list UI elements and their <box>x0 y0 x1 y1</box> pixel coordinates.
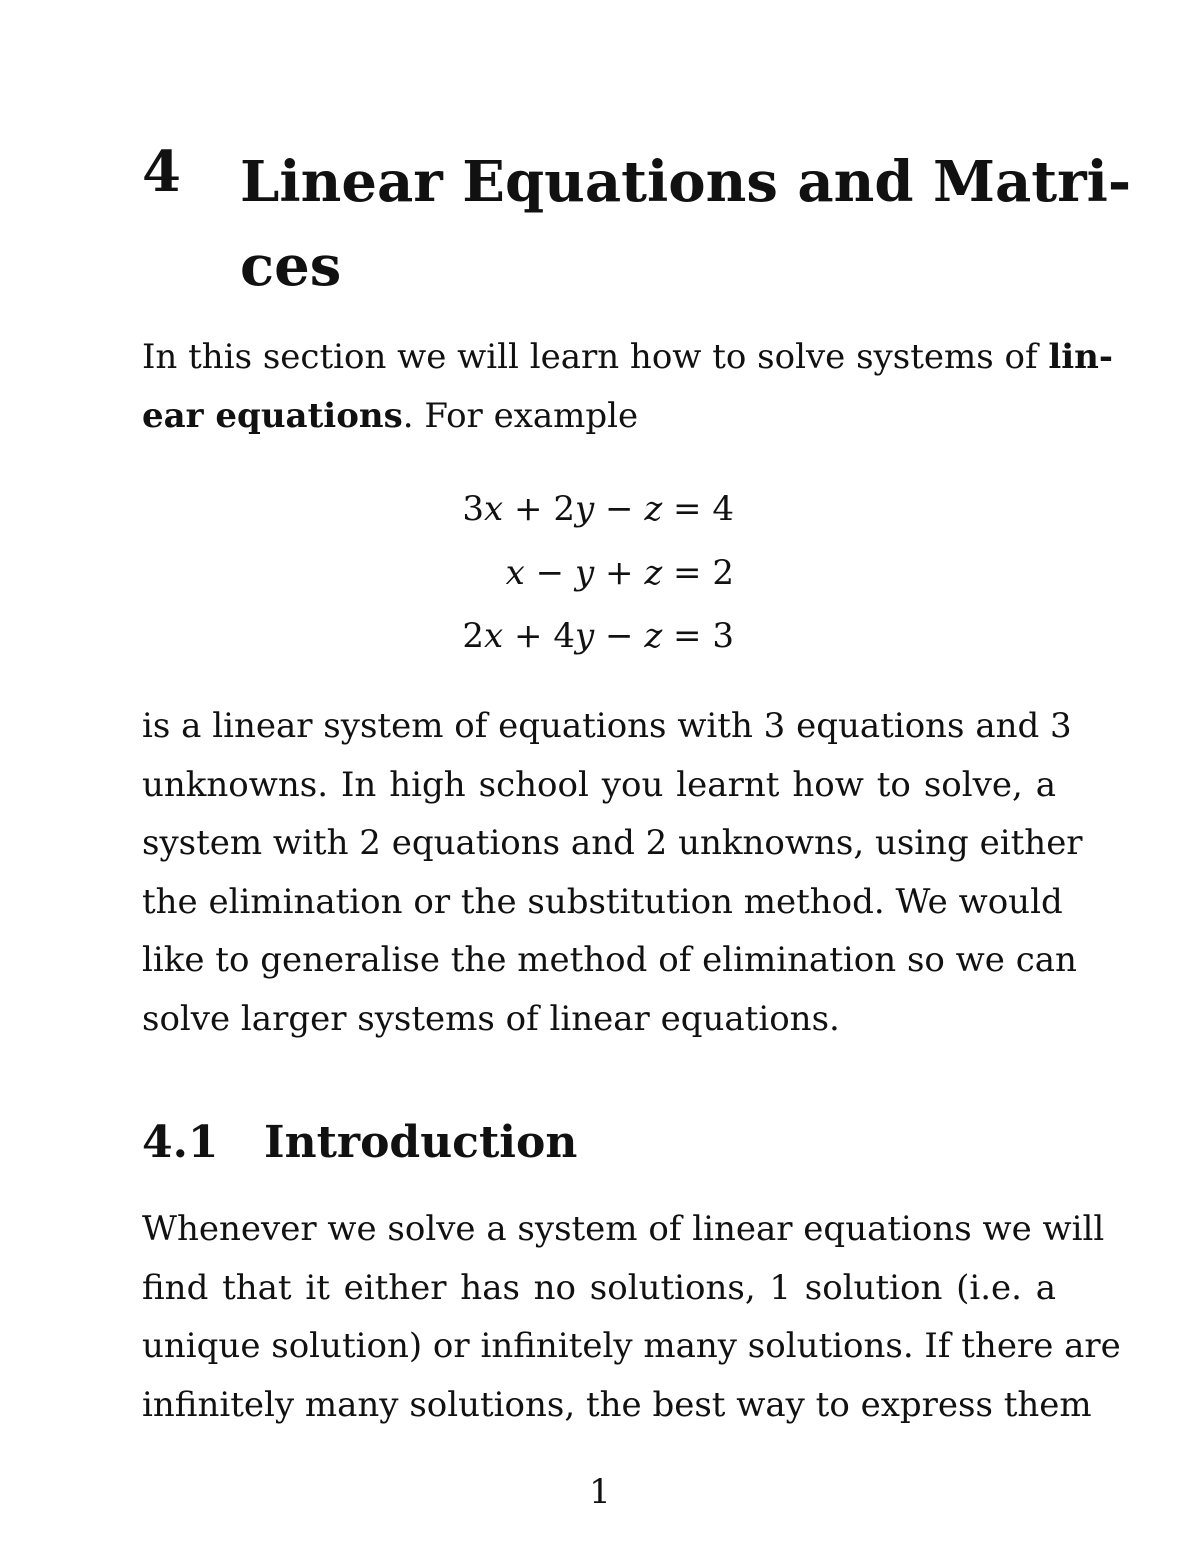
equation-rhs: 4 <box>712 489 734 529</box>
equation-row <box>462 616 734 656</box>
math-variable: x <box>484 616 504 656</box>
math-variable: x <box>484 489 504 529</box>
equation-lhs: 3x + 2y − z <box>462 489 663 529</box>
paragraph-line: solve larger systems of linear equations. <box>142 998 840 1039</box>
bold-term: ear equations <box>142 395 403 436</box>
math-variable: x <box>505 553 525 593</box>
paragraph-line: is a linear system of equations with 3 equations and 3 <box>142 706 1072 746</box>
equals-sign: = <box>662 553 713 593</box>
section-number: 4.1 <box>142 1117 219 1168</box>
math-variable: y <box>574 553 595 593</box>
equation-lhs: 2x + 4y − z <box>462 616 663 656</box>
chapter-title-line: ces <box>240 233 342 299</box>
chapter-title <box>240 140 1132 308</box>
intro-paragraph <box>142 328 1114 445</box>
math-variable: y <box>574 489 595 529</box>
paragraph-line: unique solution) or infinitely many solutions. If there are <box>142 1326 1121 1366</box>
text-run: . For example <box>402 395 639 436</box>
chapter-title-line: Linear Equations and Matri- <box>240 149 1132 215</box>
paragraph-line: infinitely many solutions, the best way to express them <box>142 1384 1092 1425</box>
equation-lhs: x − y + z <box>505 553 663 593</box>
paragraph-line: like to generalise the method of elimination so we can <box>142 940 1077 980</box>
text-run: In this section we will learn how to solve systems of <box>142 337 1049 377</box>
paragraph-line: find that it either has no solutions, 1 solution (i.e. a <box>142 1267 1056 1308</box>
paragraph-line <box>142 328 1114 387</box>
paragraph-line: unknowns. In high school you learnt how to solve, a <box>142 764 1056 805</box>
equation-row <box>506 553 734 593</box>
math-variable: z <box>644 616 663 656</box>
paragraph-line <box>142 387 1056 446</box>
section-paragraph <box>142 1200 1121 1434</box>
system-paragraph <box>142 697 1083 1048</box>
equation-rhs: 3 <box>712 616 734 656</box>
math-variable: z <box>644 553 663 593</box>
paragraph-line: Whenever we solve a system of linear equations we will <box>142 1209 1105 1249</box>
equals-sign: = <box>662 489 713 529</box>
equation-row <box>462 489 734 529</box>
paragraph-line: system with 2 equations and 2 unknowns, using either <box>142 823 1083 863</box>
chapter-number: 4 <box>142 139 181 205</box>
section-title: Introduction <box>264 1117 578 1168</box>
bold-term: lin- <box>1048 337 1114 377</box>
equals-sign: = <box>662 616 713 656</box>
math-variable: z <box>644 489 663 529</box>
paragraph-line: the elimination or the substitution method. We would <box>142 881 1063 922</box>
page-number: 1 <box>589 1472 611 1512</box>
math-variable: y <box>574 616 595 656</box>
equation-rhs: 2 <box>712 553 734 593</box>
